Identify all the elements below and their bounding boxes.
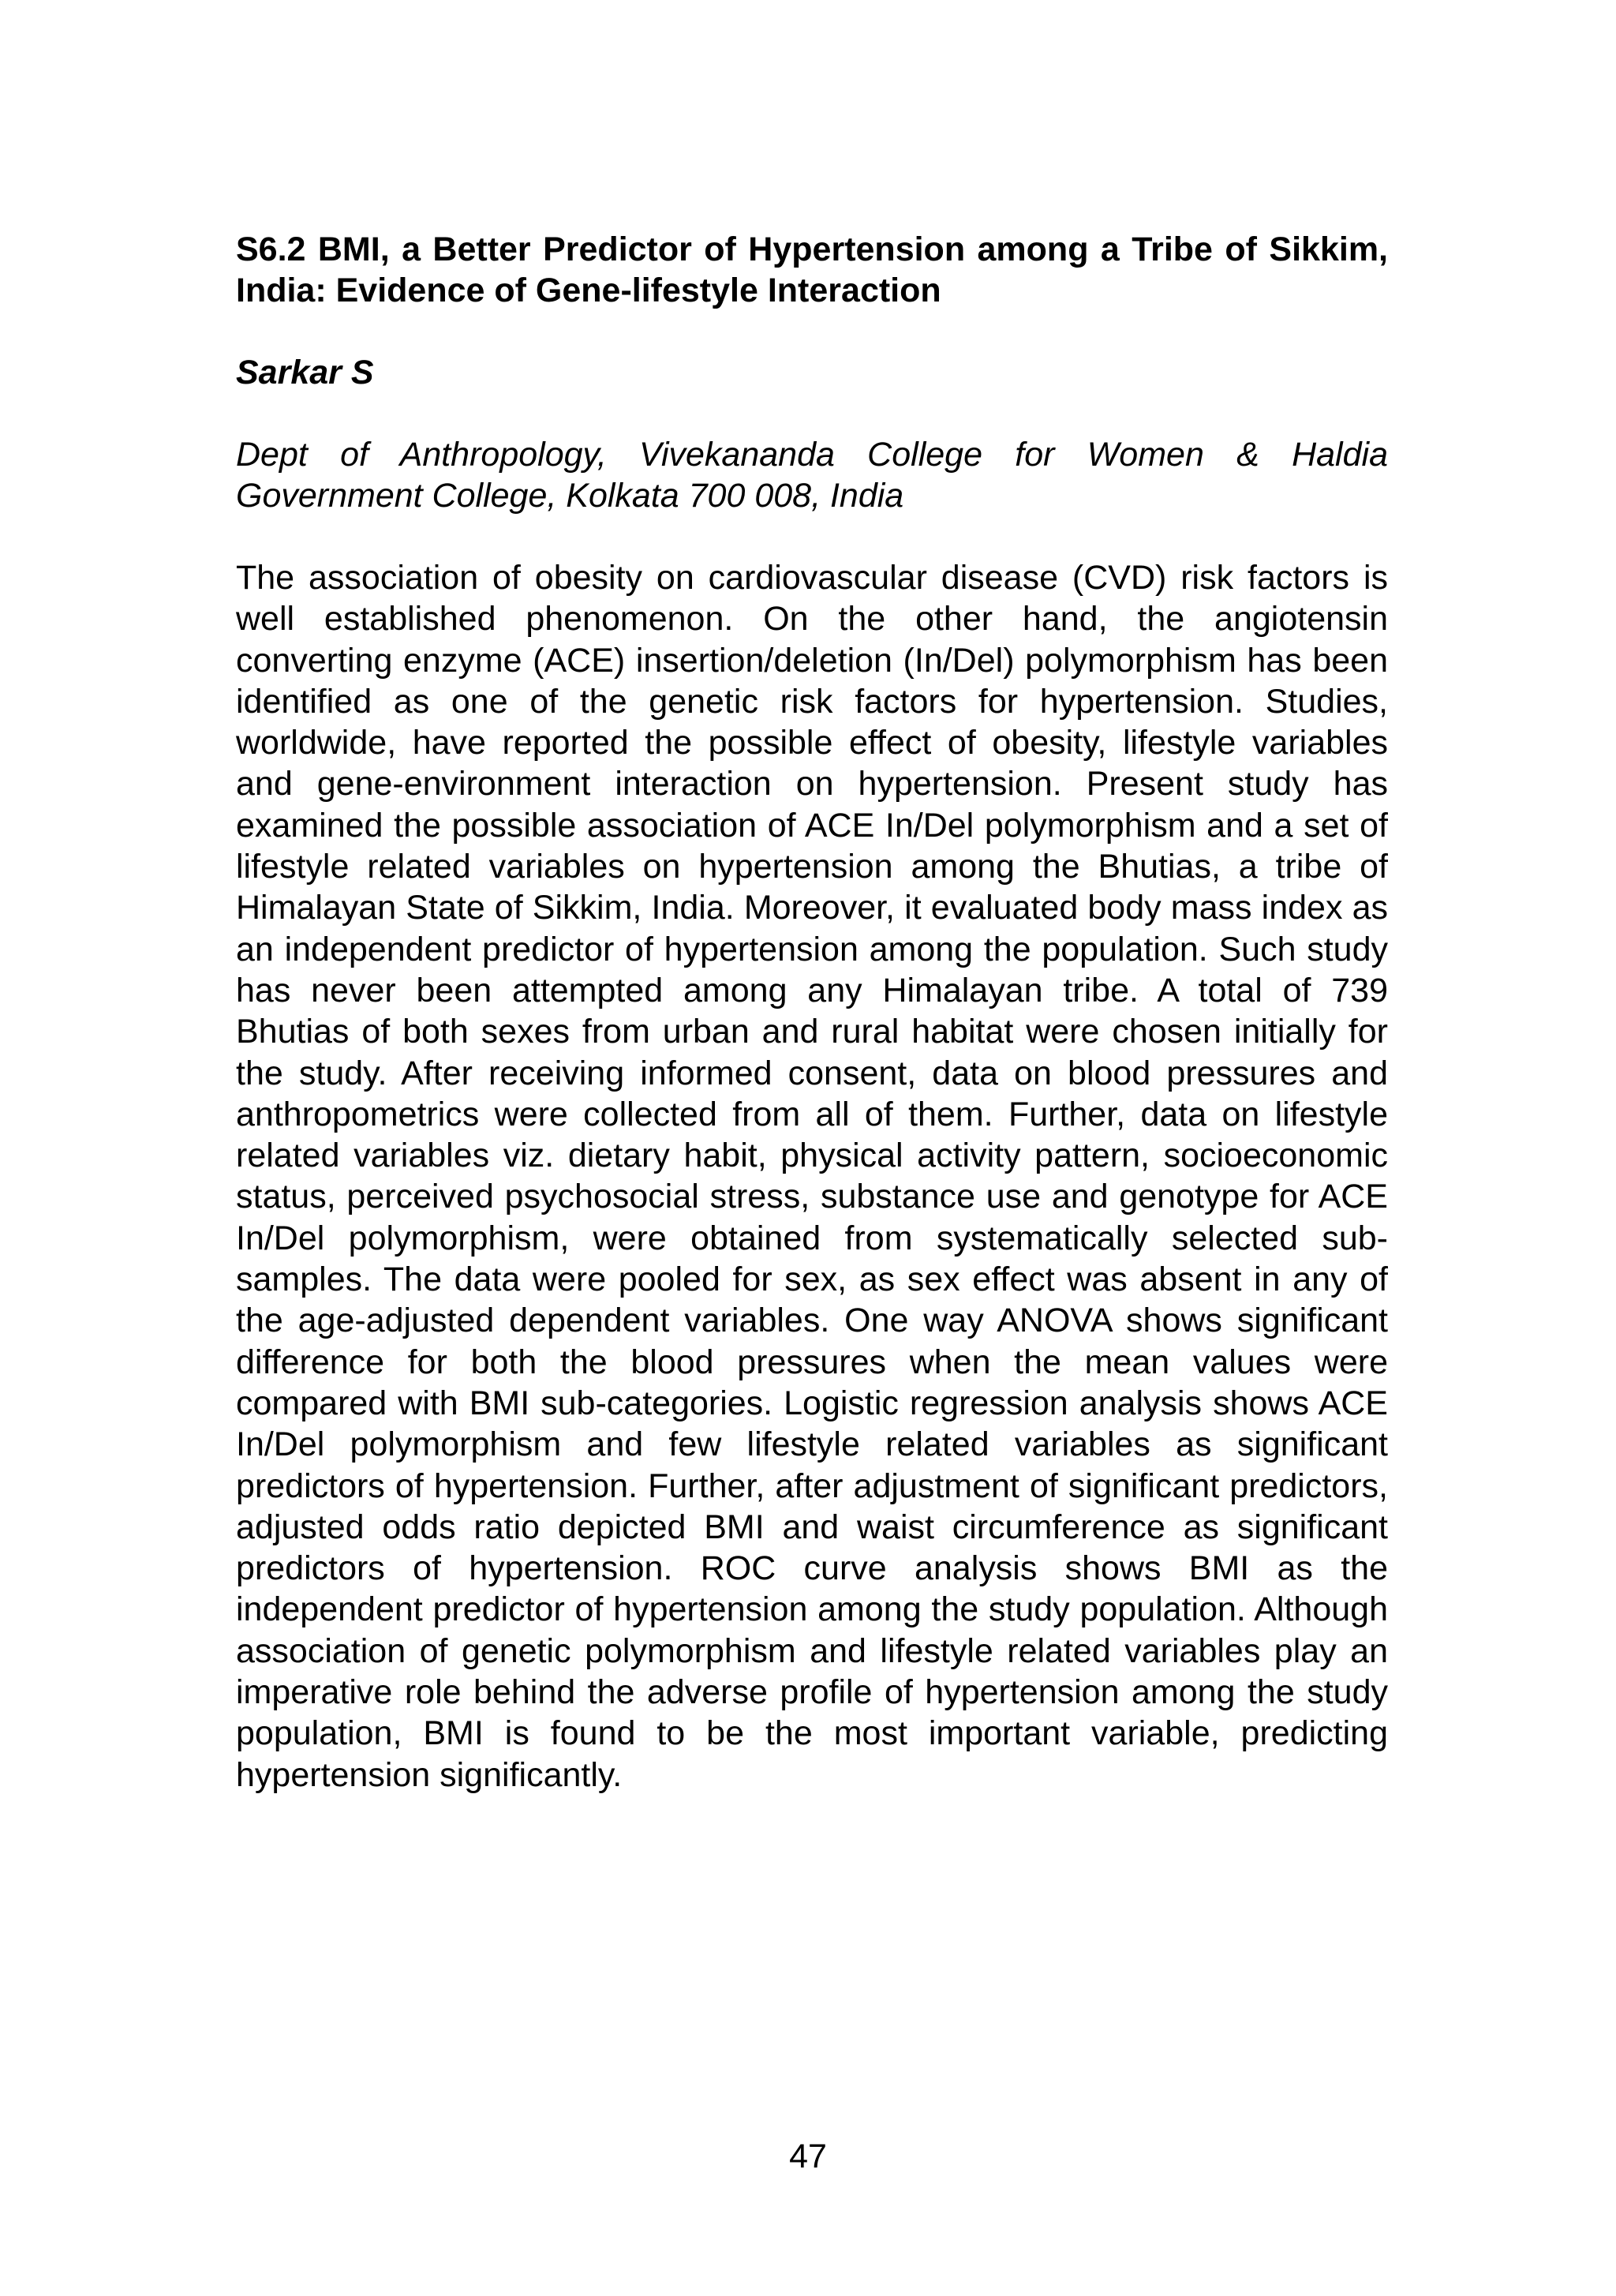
abstract-title: S6.2 BMI, a Better Predictor of Hypertension among a Tribe of Sikkim, India: Evidence of Gene-lifestyle Interaction bbox=[236, 230, 1388, 309]
abstract-body: The association of obesity on cardiovascular disease (CVD) risk factors is well established phenomenon. On the other hand, the angiotensin converting enzyme (ACE) insertion/deletion (In/Del) polymorphism has been identified as one of the genetic risk factors for hypertension. Studies, worldwide, have reported the possible effect of obesity, lifestyle variables and gene-environment interaction on hypertension. Present study has examined the possible association of ACE In/Del polymorphism and a set of lifestyle related variables on hypertension among the Bhutias, a tribe of Himalayan State of Sikkim, India. Moreover, it evaluated body mass index as an independent predictor of hypertension among the population. Such study has never been attempted among any Himalayan tribe. A total of 739 Bhutias of both sexes from urban and rural habitat were chosen initially for the study. After receiving informed consent, data on blood pressures and anthropometrics were collected from all of them. Further, data on lifestyle related variables viz. dietary habit, physical activity pattern, socioeconomic status, perceived psychosocial stress, substance use and genotype for ACE In/Del polymorphism, were obtained from systematically selected sub-samples. The data were pooled for sex, as sex effect was absent in any of the age-adjusted dependent variables. One way ANOVA shows significant difference for both the blood pressures when the mean values were compared with BMI sub-categories. Logistic regression analysis shows ACE In/Del polymorphism and few lifestyle related variables as significant predictors of hypertension. Further, after adjustment of significant predictors, adjusted odds ratio depicted BMI and waist circumference as significant predictors of hypertension. ROC curve analysis shows BMI as the independent predictor of hypertension among the study population. Although association of genetic polymorphism and lifestyle related variables play an imperative role behind the adverse profile of hypertension among the study population, BMI is found to be the most important variable, predicting hypertension significantly. bbox=[236, 559, 1388, 1794]
abstract-section bbox=[236, 229, 1388, 1796]
page-number: 47 bbox=[789, 2137, 827, 2175]
author-name: Sarkar S bbox=[236, 354, 374, 391]
author-affiliation: Dept of Anthropology, Vivekananda College for Women & Haldia Government College, Kolkata 700 008, India bbox=[236, 436, 1388, 515]
